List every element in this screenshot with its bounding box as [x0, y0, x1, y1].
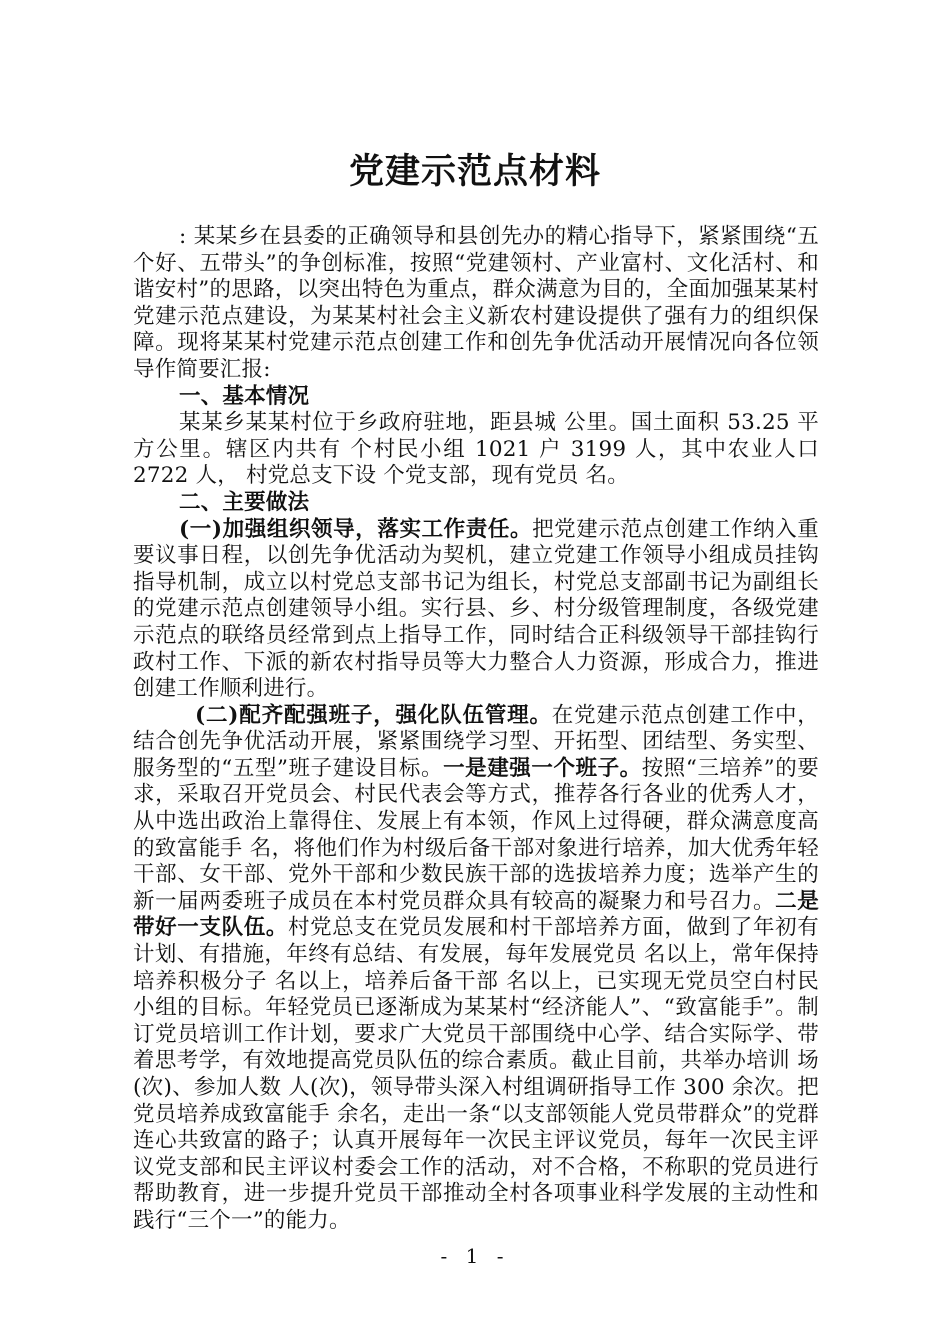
item2-paragraph — [133, 703, 819, 1235]
intro-paragraph: : 某某乡在县委的正确领导和县创先办的精心指导下，紧紧围绕“五个好、五带头”的争创标准，按照“党建领村、产业富村、文化活村、和谐安村”的思路，以突出特色为重点，群众满意为目的，全面加强某某村党建示范点建设，为某某村社会主义新农村建设提供了强有力的组织保障。现将某某村党建示范点创建工作和创先争优活动开展情况向各位领导作简要汇报: — [133, 224, 819, 382]
page-number: - 1 - — [440, 1244, 510, 1268]
document-title: 党建示范点材料 — [348, 151, 601, 192]
item2-sub1-heading: 一是建强一个班子。 — [443, 755, 642, 781]
item2-heading: (二)配齐配强班子，强化队伍管理。 — [195, 702, 552, 728]
item2-body-b: 按照“三培养”的要求，采取召开党员会、村民代表会等方式，推荐各行各业的优秀人才，从中选出政治上靠得住、发展上有本领，作风上过得硬，群众满意度高的致富能手 名，将他们作为村级后备干部对象进行培养，加大优秀年轻干部、女干部、党外干部和少数民族干部的选拔培养力度；选举产生的新一届两委班子成员在本村党员群众具有较高的凝聚力和号召力。 — [133, 755, 819, 914]
item1-body: 把党建示范点创建工作纳入重要议事日程，以创先争优活动为契机，建立党建工作领导小组成员挂钩指导机制，成立以村党总支部书记为组长，村党总支部副书记为副组长的党建示范点创建领导小组。实行县、乡、村分级管理制度，各级党建示范点的联络员经常到点上指导工作，同时结合正科级领导干部挂钩行政村工作、下派的新农村指导员等大力整合人力资源，形成合力，推进创建工作顺利进行。 — [133, 516, 819, 702]
basic-info-paragraph: 某某乡某某村位于乡政府驻地，距县城 公里。国土面积 53.25 平方公里。辖区内共有 个村民小组 1021 户 3199 人，其中农业人口 2722 人， 村党总支下设 个党支部，现有党员 名。 — [133, 410, 819, 489]
item2-sub2-heading: 二是带好一支队伍。 — [133, 888, 819, 941]
item2-body-c: 村党总支在党员发展和村干部培养方面，做到了年初有计划、有措施，年终有总结、有发展，每年发展党员 名以上，常年保持培养积极分子 名以上，培养后备干部 名以上，已实现无党员空白村民小组的目标。年轻党员已逐渐成为某某村“经济能人”、“致富能手”。制订党员培训工作计划，要求广大党员干部围绕中心学、结合实际学、带着思考学，有效地提高党员队伍的综合素质。截止目前，共举办培训 场(次)、参加人数 人(次)，领导带头深入村组调研指导工作 300 余次。把党员培养成致富能手 余名，走出一条“以支部领能人党员带群众”的党群连心共致富的路子；认真开展每年一次民主评议党员，每年一次民主评议党支部和民主评议村委会工作的活动，对不合格，不称职的党员进行帮助教育，进一步提升党员干部推动全村各项事业科学发展的主动性和践行“三个一”的能力。 — [133, 915, 819, 1233]
section-heading-basic-info: 一、基本情况 — [179, 383, 310, 409]
document-body — [133, 224, 819, 1235]
item1-paragraph — [133, 517, 819, 703]
section-heading-main-practices: 二、主要做法 — [179, 489, 310, 515]
item2-body-a: 在党建示范点创建工作中，结合创先争优活动开展，紧紧围绕学习型、开拓型、团结型、务实型、服务型的“五型”班子建设目标。 — [133, 702, 819, 781]
item1-heading: (一)加强组织领导，落实工作责任。 — [179, 516, 533, 542]
